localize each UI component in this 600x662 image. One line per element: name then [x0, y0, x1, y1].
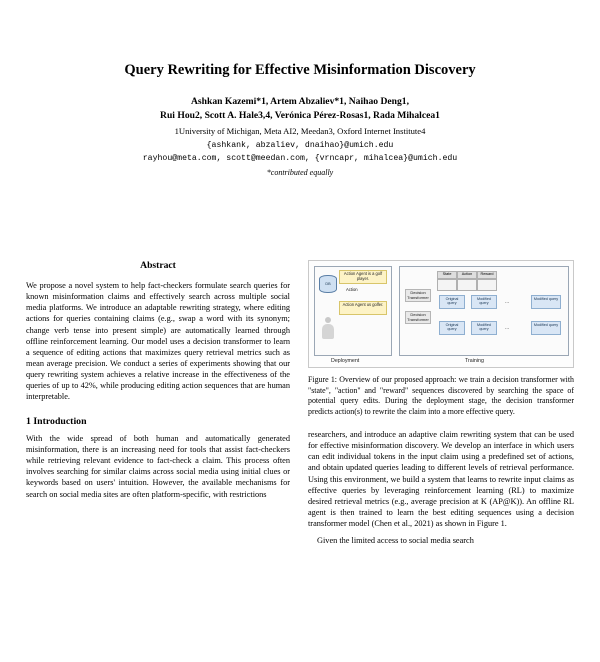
- query-box-modified-3: Modified query: [471, 321, 497, 335]
- query-box-modified-4: Modified query: [531, 321, 561, 335]
- database-icon: DB: [319, 275, 337, 293]
- claim-box-rewritten: Action Agent us golfer.: [339, 301, 387, 315]
- user-avatar-icon: [321, 317, 335, 343]
- email-line-2: rayhou@meta.com, scott@meedan.com, {vrncapr, mihalcea}@umich.edu: [142, 153, 458, 163]
- query-box-modified-2: Modified query: [531, 295, 561, 309]
- figure-1-image: [308, 260, 574, 368]
- query-box-modified-1: Modified query: [471, 295, 497, 309]
- training-panel-label: Training: [465, 358, 484, 364]
- introduction-paragraph-1: With the wide spread of both human and automatically generated misinformation, there is an increasing need for tools that assist fact-checkers while retrieving relevant evidence to fact-check a claim. This process often involves searching for similar claims across social media using initial clues or keywords based on users' intuition. However, the available mechanisms for search on social media sites are often platform-specific, with restrictions: [26, 433, 290, 499]
- right-paragraph-1: researchers, and introduce an adaptive claim rewriting system that can be used for effective misinformation discovery. We develop an interface in which users can edit individual tokens in the input claim using a predefined set of actions, and obtain updated queries leading to different levels of retrieval performance. Using this environment, we build a system that learns to rewrite input claims as effective queries by leveraging reinforcement learning (RL) to maximize desired retrieval metrics (e.g., average precision at K (AP@K)). An offline RL agent is then trained to learn the best editing sequences using a decision transformer model (Chen et al., 2021) as shown in Figure 1.: [308, 430, 574, 529]
- page-title: Query Rewriting for Effective Misinformation Discovery: [124, 62, 476, 78]
- figure-1-caption: [308, 375, 574, 417]
- ellipsis-row-1: ...: [505, 299, 510, 305]
- two-column-body: [0, 260, 600, 547]
- decision-transformer-box-top: Decision Transformer: [405, 289, 431, 302]
- figure-1-caption-text: Overview of our proposed approach: we train a decision transformer with "state", "action" and "reward" sequences discovered by searching the space of potential query edits. During the deployment stage, the decision transformer predicts action(s) to rewrite the claim into a more effective query.: [308, 375, 574, 416]
- decision-transformer-box-bottom: Decision Transformer: [405, 311, 431, 324]
- introduction-heading: 1 Introduction: [26, 415, 87, 427]
- right-column: [308, 260, 574, 547]
- figure-1: [308, 260, 574, 417]
- state-action-reward-table: [437, 271, 497, 291]
- right-paragraph-2: Given the limited access to social media search: [317, 536, 474, 546]
- abstract-heading: Abstract: [140, 260, 176, 271]
- left-column: [26, 260, 290, 547]
- affiliations: 1University of Michigan, Meta AI2, Meedan3, Oxford Internet Institute4: [174, 126, 426, 137]
- table-cell-action: [457, 279, 477, 291]
- email-line-1: {ashkank, abzaliev, dnaihao}@umich.edu: [206, 141, 394, 151]
- table-header-state: State: [437, 271, 457, 279]
- figure-1-caption-label: Figure 1:: [308, 375, 337, 384]
- action-arrow-label: Action: [346, 287, 358, 292]
- table-cell-state: [437, 279, 457, 291]
- ellipsis-row-2: ...: [505, 325, 510, 331]
- paper-page: [0, 62, 600, 662]
- email-block: [20, 140, 580, 165]
- table-header-reward: Reward: [477, 271, 497, 279]
- deployment-panel-label: Deployment: [331, 358, 360, 364]
- author-line-1: Ashkan Kazemi*1, Artem Abzaliev*1, Naihao Deng1,: [191, 96, 409, 108]
- claim-box-original: Action Agent is a golf player.: [339, 270, 387, 284]
- author-list: [40, 95, 560, 123]
- abstract-text: We propose a novel system to help fact-checkers formulate search queries for known misinformation claims and effectively search across multiple social media platforms. We introduce an adaptable rewriting strategy, where editing actions for queries containing claims (e.g., swap a word with its synonym; change verb tense into present simple) are automatically learned through offline reinforcement learning. Our model uses a decision transformer to learn a sequence of editing actions that maximizes query retrieval metrics such as mean average precision. We conduct a series of experiments showing that our query rewriting system achieves a relative increase in the effectiveness of the queries of up to 42%, while producing editing action sequences that are human interpretable.: [26, 280, 290, 402]
- query-box-original-2: Original query: [439, 321, 465, 335]
- table-cell-reward: [477, 279, 497, 291]
- query-box-original-1: Original query: [439, 295, 465, 309]
- contributed-equally-note: *contributed equally: [266, 167, 334, 177]
- author-line-2: Rui Hou2, Scott A. Hale3,4, Verónica Pérez-Rosas1, Rada Mihalcea1: [160, 110, 440, 122]
- table-header-action: Action: [457, 271, 477, 279]
